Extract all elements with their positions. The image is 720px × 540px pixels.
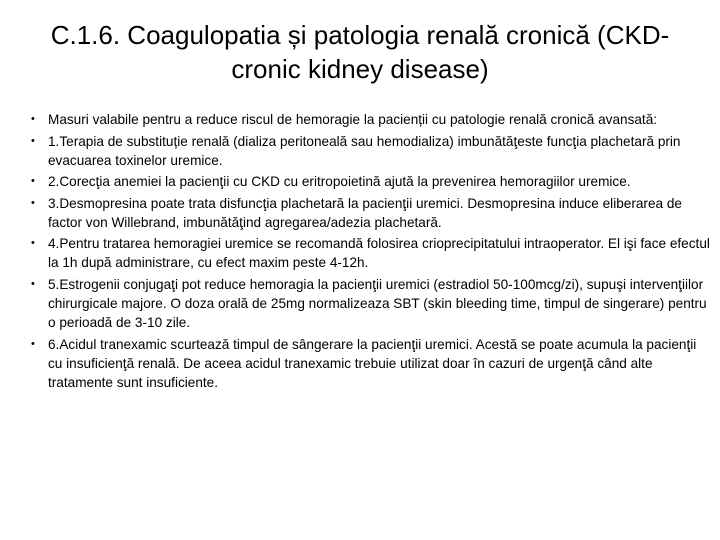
bullet-icon: • [31, 113, 35, 125]
bullet-item-4 [28, 234, 712, 272]
bullet-text: Masuri valabile pentru a reduce riscul de hemoragie la pacienții cu patologie renală cronică avansată: [48, 112, 658, 127]
bullet-item-6 [28, 335, 712, 392]
slide-title [20, 18, 700, 86]
title-line-2: cronic kidney disease) [231, 54, 489, 84]
bullet-icon: • [31, 337, 35, 350]
bullet-item-1 [28, 132, 712, 170]
bullet-text: 4.Pentru tratarea hemoragiei uremice se recomandă folosirea crioprecipitatului intraoperator. El işi face efectul la 1h după administrare, cu efect maxim peste 4-12h. [48, 236, 710, 271]
bullet-text: 3.Desmopresina poate trata disfuncţia plachetară la pacienţii uremici. Desmopresina induce eliberarea de factor von Willebrand, imbunătăţind agregarea/adezia plachetară. [48, 195, 682, 230]
bullet-icon: • [31, 134, 35, 147]
bullet-icon: • [31, 196, 35, 209]
bullet-text: 2.Corecţia anemiei la pacienţii cu CKD cu eritropoietină ajută la prevenirea hemoragiilor uremice. [48, 174, 631, 190]
bullet-icon: • [31, 175, 35, 188]
bullet-item-intro [28, 110, 712, 129]
bullet-item-5 [28, 275, 712, 332]
bullet-item-2 [28, 172, 712, 191]
bullet-text: 1.Terapia de substituție renală (dializa peritoneală sau hemodializa) imbunătăţeste funcţia plachetară prin evacuarea toxinelor uremice. [48, 133, 681, 168]
bullet-item-3 [28, 194, 712, 232]
bullet-text: 6.Acidul tranexamic scurtează timpul de sângerare la pacienţii uremici. Acestă se poate acumula la pacienţii cu insuficienţă renală. De aceea acidul tranexamic trebuie utilizat doar în cazuri de urgenţă când alte tratamente sunt insuficiente. [48, 336, 697, 390]
bullet-icon: • [31, 277, 35, 290]
title-line-1: C.1.6. Coagulopatia și patologia renală cronică (CKD- [50, 20, 670, 50]
bullet-list [28, 110, 712, 394]
bullet-text: 5.Estrogenii conjugaţi pot reduce hemoragia la pacienţii uremici (estradiol 50-100mcg/zi), supuşi intervenţiilor chirurgicale majore. O doza orală de 25mg normalizeaza SBT (skin bleeding time, timpul de singerare) pentru o perioadă de 3-10 zile. [48, 276, 707, 330]
bullet-icon: • [31, 237, 35, 250]
